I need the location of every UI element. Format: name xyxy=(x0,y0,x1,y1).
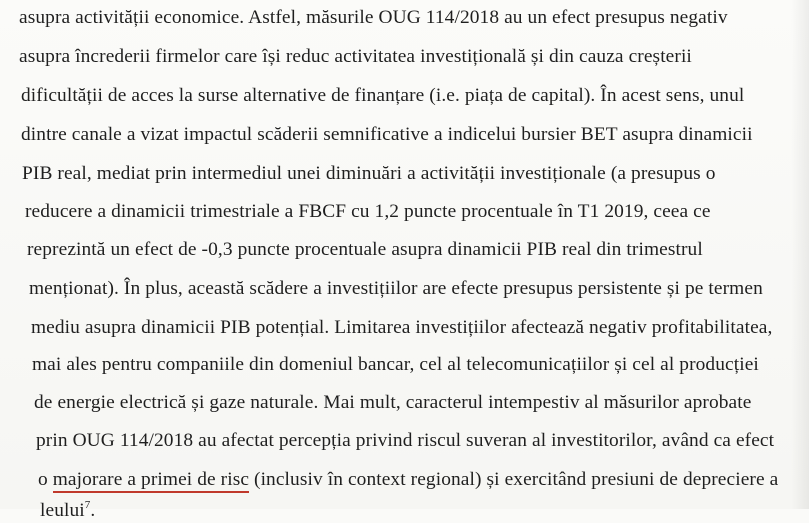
text-line-7: reprezintă un efect de -0,3 puncte procentuale asupra dinamicii PIB real din trimestrul xyxy=(27,239,703,260)
text-line-14 xyxy=(40,499,95,523)
line-13-after: (inclusiv în context regional) și exercitând presiuni de depreciere a xyxy=(249,469,779,490)
line-13-before: o xyxy=(38,469,53,490)
text-line-12: prin OUG 114/2018 au afectat percepția privind riscul suveran al investitorilor, având ca efect xyxy=(36,430,775,451)
text-line-13 xyxy=(38,468,778,492)
underlined-phrase: majorare a primei de risc xyxy=(53,469,249,493)
line-14-end: . xyxy=(90,500,96,521)
text-line-9: mediu asupra dinamicii PIB potențial. Limitarea investițiilor afectează negativ profitabilitatea, xyxy=(31,317,773,338)
text-line-6: reducere a dinamicii trimestriale a FBCF cu 1,2 puncte procentuale în T1 2019, ceea ce xyxy=(25,201,711,222)
text-line-8: menționat). În plus, această scădere a investițiilor are efecte presupus persistente și pe termen xyxy=(29,278,763,299)
page-edge-shadow xyxy=(791,0,809,509)
text-line-2: asupra încrederii firmelor care își reduc activitatea investițională și din cauza creșterii xyxy=(19,46,692,67)
text-line-3: dificultății de acces la surse alternative de finanțare (i.e. piața de capital). În acest sens, unul xyxy=(21,85,745,106)
text-line-10: mai ales pentru companiile din domeniul bancar, cel al telecomunicațiilor și cel al producției xyxy=(32,354,759,375)
text-line-11: de energie electrică și gaze naturale. Mai mult, caracterul intempestiv al măsurilor aprobate xyxy=(34,392,752,413)
line-14-text: leului xyxy=(40,500,85,521)
text-line-1: asupra activității economice. Astfel, măsurile OUG 114/2018 au un efect presupus negativ xyxy=(19,7,728,28)
footnote-marker[interactable]: 7 xyxy=(84,499,91,511)
text-line-4: dintre canale a vizat impactul scăderii semnificative a indicelui bursier BET asupra dinamicii xyxy=(21,124,753,145)
text-line-5: PIB real, mediat prin intermediul unei diminuări a activității investiționale (a presupus o xyxy=(22,163,716,184)
